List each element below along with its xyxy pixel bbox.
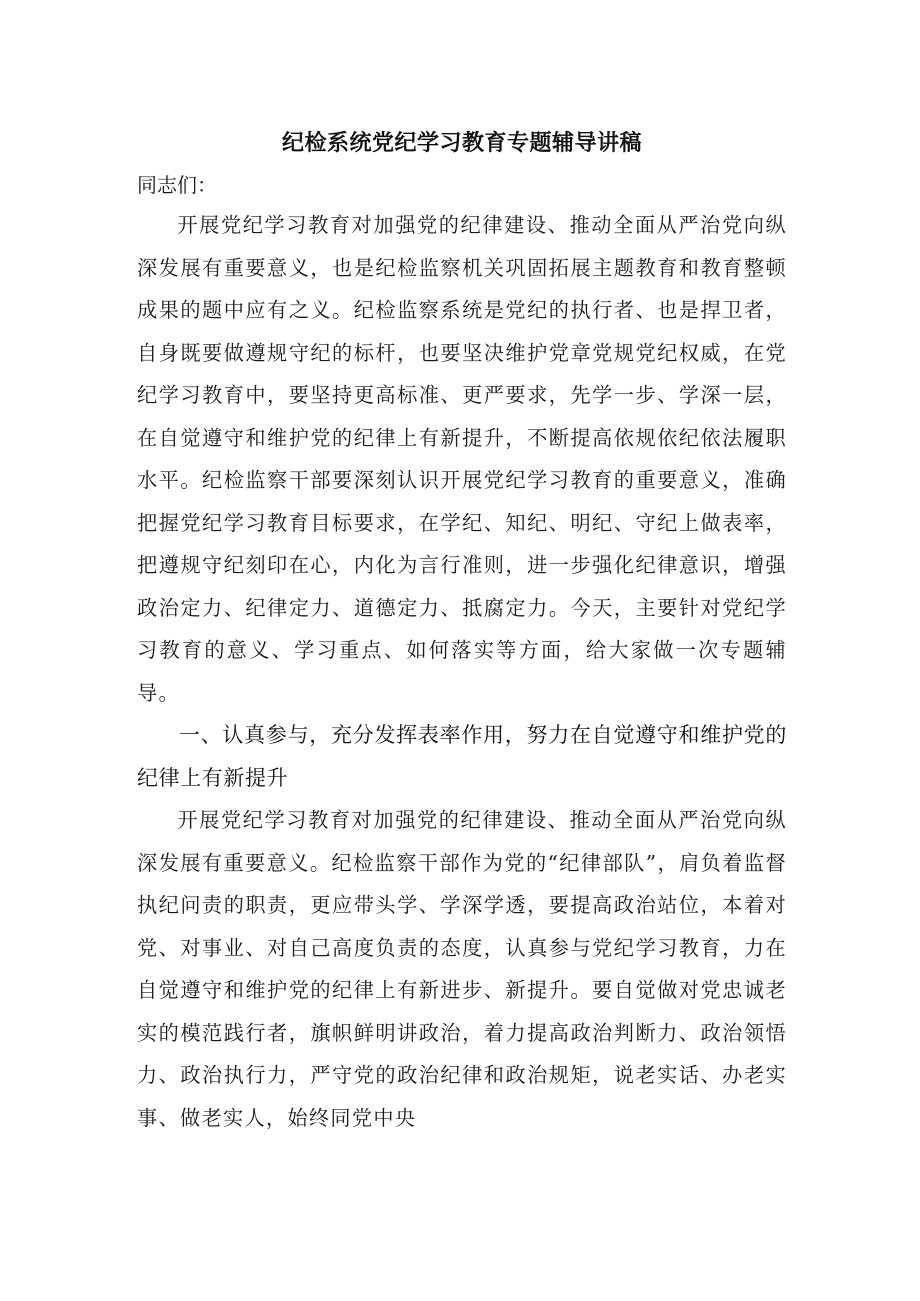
salutation: 同志们：	[137, 173, 217, 197]
intro-paragraph: 开展党纪学习教育对加强党的纪律建设、推动全面从严治党向纵深发展有重要意义，也是纪检监察机关巩固拓展主题教育和教育整顿成果的题中应有之义。纪检监察系统是党纪的执行者、也是捍卫者，自身既要做遵规守纪的标杆，也要坚决维护党章党规党纪权威，在党纪学习教育中，要坚持更高标准、更严要求，先学一步、学深一层，在自觉遵守和维护党的纪律上有新提升，不断提高依规依纪依法履职水平。纪检监察干部要深刻认识开展党纪学习教育的重要意义，准确把握党纪学习教育目标要求，在学纪、知纪、明纪、守纪上做表率，把遵规守纪刻印在心，内化为言行准则，进一步强化纪律意识，增强政治定力、纪律定力、道德定力、抵腐定力。今天，主要针对党纪学习教育的意义、学习重点、如何落实等方面，给大家做一次专题辅导。	[137, 213, 787, 705]
section-1-paragraph: 开展党纪学习教育对加强党的纪律建设、推动全面从严治党向纵深发展有重要意义。纪检监察干部作为党的“纪律部队”，肩负着监督执纪问责的职责，更应带头学、学深学透，要提高政治站位，本着对党、对事业、对自己高度负责的态度，认真参与党纪学习教育，力在自觉遵守和维护党的纪律上有新进步、新提升。要自觉做对党忠诚老实的模范践行者，旗帜鲜明讲政治，着力提高政治判断力、政治领悟力、政治执行力，严守党的政治纪律和政治规矩，说老实话、办老实事、做老实人，始终同党中央	[137, 808, 787, 1130]
document-page	[137, 128, 787, 1139]
document-title: 纪检系统党纪学习教育专题辅导讲稿	[281, 131, 642, 156]
section-1-heading: 一、认真参与，充分发挥表率作用，努力在自觉遵守和维护党的纪律上有新提升	[137, 723, 787, 790]
